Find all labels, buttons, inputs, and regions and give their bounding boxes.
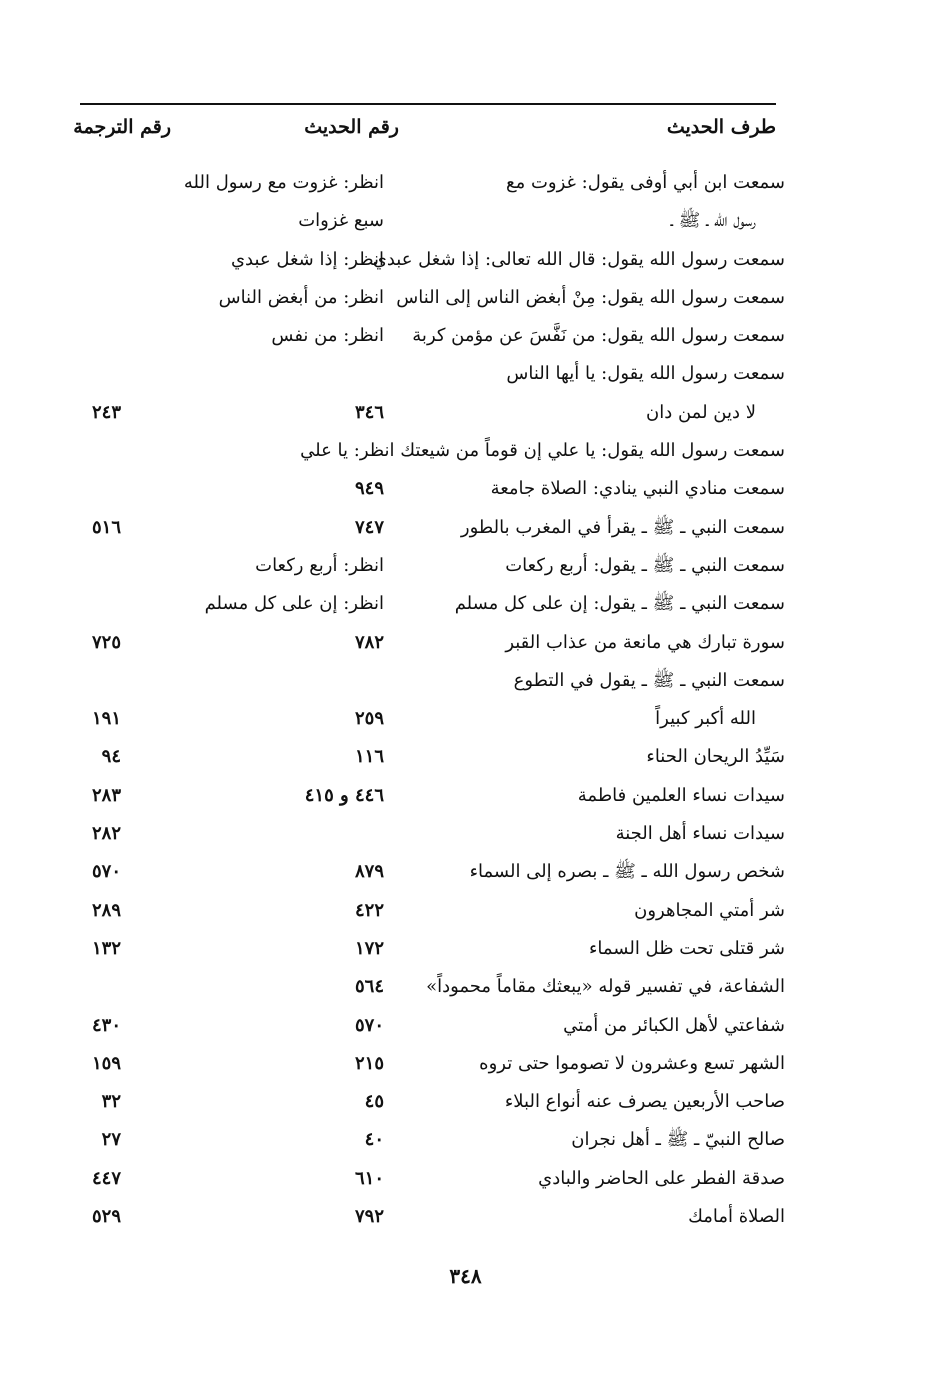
table-row <box>0 1083 931 1121</box>
table-row <box>0 509 931 547</box>
hadith-number: ١١٦ <box>354 746 384 768</box>
hadith-text: سمعت ابن أبي أوفى يقول: غزوت مع <box>506 172 785 193</box>
tarjama-number: ٢٨٢ <box>91 823 121 845</box>
hadith-text: شخص رسول الله ـ ﷺ ـ بصره إلى السماء <box>469 861 785 883</box>
tarjama-number: ٢٨٩ <box>91 899 121 921</box>
hadith-text: سمعت النبي ـ ﷺ ـ يقول في التطوع <box>513 669 785 691</box>
hadith-number: ٧٩٢ <box>354 1206 384 1228</box>
table-row <box>0 1160 931 1198</box>
hadith-text: شر قتلى تحت ظل السماء <box>588 937 785 959</box>
table-row <box>0 930 931 968</box>
hadith-text: سمعت رسول الله يقول: يا أيها الناس <box>506 363 785 385</box>
hadith-number: انظر: من نفس <box>271 325 384 347</box>
hadith-text: صالح النبيّ ـ ﷺ ـ أهل نجران <box>571 1129 785 1151</box>
hadith-number: ١٧٢ <box>354 937 384 959</box>
table-row <box>0 394 931 432</box>
table-row <box>0 624 931 662</box>
tarjama-number: ٥١٦ <box>91 516 121 538</box>
table-row <box>0 1121 931 1159</box>
hadith-text: سيدات نساء أهل الجنة <box>615 823 785 845</box>
hadith-number: انظر: من أبغض الناس <box>218 286 384 308</box>
hadith-text: سمعت النبي ـ ﷺ ـ يقول: أربع ركعات <box>505 554 785 576</box>
tarjama-number: ٧٢٥ <box>91 631 121 653</box>
hadith-text: الله أكبر كبيراً <box>655 708 756 730</box>
hadith-text: سورة تبارك هي مانعة من عذاب القبر <box>505 631 785 653</box>
hadith-text: سمعت النبي ـ ﷺ ـ يقول: إن على كل مسلم <box>454 593 785 615</box>
column-header-tarjama-number: رقم الترجمة <box>73 116 171 138</box>
hadith-number: سبع غزوات <box>298 210 384 232</box>
tarjama-number: ٥٢٩ <box>91 1206 121 1228</box>
table-row <box>0 700 931 738</box>
hadith-number: ٢١٥ <box>354 1052 384 1074</box>
table-row <box>0 853 931 891</box>
tarjama-number: ١٩١ <box>91 708 121 730</box>
table-row <box>0 585 931 623</box>
hadith-text: سمعت رسول الله يقول: مِنْ أبغض الناس إلى الناس <box>396 286 785 308</box>
tarjama-number: ٩٤ <box>101 746 121 768</box>
table-row <box>0 1045 931 1083</box>
table-row <box>0 470 931 508</box>
table-row <box>0 432 931 470</box>
hadith-text: الشهر تسع وعشرون لا تصوموا حتى تروه <box>479 1052 785 1074</box>
hadith-number: انظر: غزوت مع رسول الله <box>183 172 384 193</box>
table-row <box>0 968 931 1006</box>
hadith-text: شر أمتي المجاهرون <box>634 899 785 921</box>
tarjama-number: ٤٣٠ <box>91 1014 121 1036</box>
hadith-number: انظر: أربع ركعات <box>255 554 384 576</box>
table-row <box>0 547 931 585</box>
hadith-text: لا دين لمن دان <box>646 401 756 423</box>
table-row <box>0 738 931 776</box>
page-number: ٣٤٨ <box>449 1264 482 1288</box>
hadith-number: ٤٥ <box>364 1091 384 1113</box>
column-header-hadith-number: رقم الحديث <box>304 116 399 138</box>
index-table <box>0 164 931 1236</box>
hadith-number: ٧٨٢ <box>354 631 384 653</box>
hadith-text: سمعت رسول الله يقول: قال الله تعالى: إذا شغل عبدي <box>372 248 785 270</box>
table-row <box>0 777 931 815</box>
tarjama-number: ٣٢ <box>101 1091 121 1113</box>
hadith-text: رسول الله ـ ﷺ ـ <box>670 210 756 232</box>
table-row <box>0 279 931 317</box>
hadith-number: ٤٠ <box>364 1129 384 1151</box>
tarjama-number: ٤٤٧ <box>91 1167 121 1189</box>
tarjama-number: ٢٨٣ <box>91 784 121 806</box>
hadith-number: ٢٥٩ <box>354 708 384 730</box>
header-rule <box>80 103 776 105</box>
table-row <box>0 241 931 279</box>
tarjama-number: ٢٤٣ <box>91 401 121 423</box>
table-row <box>0 1198 931 1236</box>
table-row <box>0 355 931 393</box>
hadith-text: سَيِّدُ الريحان الحناء <box>646 746 785 768</box>
hadith-text: صدقة الفطر على الحاضر والبادي <box>538 1167 785 1189</box>
hadith-number: انظر: إذا شغل عبدي <box>230 248 384 270</box>
column-header-text: طرف الحديث <box>666 116 776 138</box>
tarjama-number: ٥٧٠ <box>91 861 121 883</box>
tarjama-number: ١٣٢ <box>91 937 121 959</box>
tarjama-number: ١٥٩ <box>91 1052 121 1074</box>
hadith-text: سمعت النبي ـ ﷺ ـ يقرأ في المغرب بالطور <box>460 516 785 538</box>
hadith-number: ٥٧٠ <box>354 1014 384 1036</box>
hadith-text: سمعت منادي النبي ينادي: الصلاة جامعة <box>490 478 785 500</box>
hadith-number: ٩٤٩ <box>354 478 384 500</box>
hadith-text: سمعت رسول الله يقول: من نَفَّسَ عن مؤمن كربة <box>412 325 785 347</box>
table-row <box>0 317 931 355</box>
hadith-text: سيدات نساء العلمين فاطمة <box>577 784 785 806</box>
hadith-number: ٨٧٩ <box>354 861 384 883</box>
hadith-text: سمعت رسول الله يقول: يا علي إن قوماً من شيعتك انظر: يا علي <box>300 440 785 462</box>
hadith-number: ٥٦٤ <box>354 976 384 998</box>
hadith-number: انظر: إن على كل مسلم <box>204 593 384 615</box>
table-row <box>0 1007 931 1045</box>
hadith-number: ٦١٠ <box>354 1167 384 1189</box>
tarjama-number: ٢٧ <box>101 1129 121 1151</box>
hadith-text: الشفاعة، في تفسير قوله «يبعثك مقاماً محموداً» <box>426 976 785 998</box>
table-row <box>0 202 931 240</box>
hadith-number: ٤٤٦ و ٤١٥ <box>304 784 384 806</box>
hadith-text: صاحب الأربعين يصرف عنه أنواع البلاء <box>504 1091 785 1113</box>
hadith-number: ٣٤٦ <box>354 401 384 423</box>
hadith-text: الصلاة أمامك <box>688 1206 785 1228</box>
table-row <box>0 815 931 853</box>
table-row <box>0 892 931 930</box>
hadith-number: ٧٤٧ <box>354 516 384 538</box>
hadith-number: ٤٢٢ <box>354 899 384 921</box>
hadith-text: شفاعتي لأهل الكبائر من أمتي <box>563 1014 785 1036</box>
table-row <box>0 662 931 700</box>
table-row <box>0 164 931 202</box>
